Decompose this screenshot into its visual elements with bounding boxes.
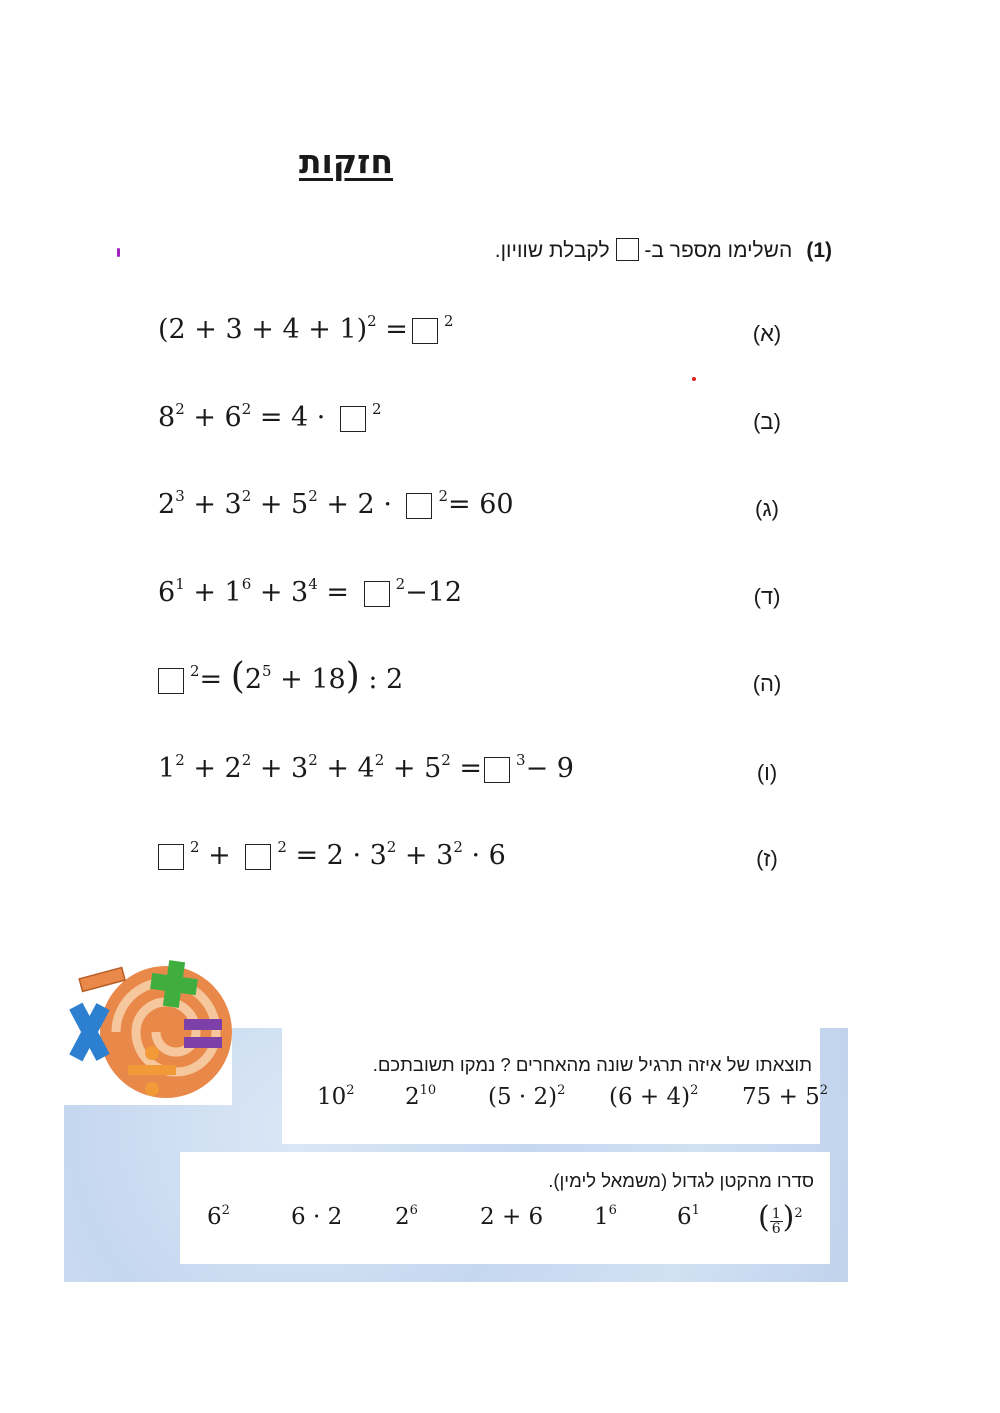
q3-option-4: 2 + 6 bbox=[480, 1204, 544, 1230]
question-3-text: סדרו מהקטן לגדול (משמאל לימין). bbox=[548, 1170, 814, 1191]
answer-box-g2[interactable] bbox=[245, 844, 271, 870]
q3-option-5: $2^6$ bbox=[395, 1203, 418, 1230]
equation-c: $2^3 + 3^2 + 5^2 + 2 \cdot ^2= 60$ bbox=[158, 487, 514, 520]
equation-d: $6^1 + 1^6 + 3^4 = ^2-12$ bbox=[158, 575, 463, 608]
answer-box-a[interactable] bbox=[412, 318, 438, 344]
equation-a: $(2 + 3 + 4 + 1)^2 = ^2$ bbox=[158, 312, 454, 345]
q3-option-2: $6^1$ bbox=[677, 1203, 700, 1230]
q2-option-5: $10^2$ bbox=[317, 1083, 355, 1110]
item-label-b: (ב) bbox=[753, 409, 781, 434]
instruction-text-before: השלימו מספר ב- bbox=[644, 239, 793, 262]
equation-e: $^2= (2^5 + 18)$ : 2 bbox=[158, 664, 403, 695]
equation-b: $8^2 + 6^2 = 4 \cdot ^2$ bbox=[158, 400, 382, 433]
instruction-text-after: לקבלת שוויון. bbox=[494, 239, 610, 262]
item-label-g: (ז) bbox=[756, 846, 778, 871]
question-1-instruction bbox=[495, 238, 832, 263]
q3-option-1: ( $\frac{1}{6}$ )$^2$ bbox=[758, 1200, 803, 1237]
page-title: חזקות bbox=[298, 142, 394, 181]
item-label-a: (א) bbox=[752, 321, 782, 346]
answer-box-c[interactable] bbox=[406, 493, 432, 519]
question-number: (1) bbox=[806, 239, 832, 262]
question-2-text: תוצאתו של איזה תרגיל שונה מהאחרים ? נמקו תשובתכם. bbox=[372, 1054, 812, 1075]
item-label-d: (ד) bbox=[753, 584, 781, 609]
q2-option-2: $(6 + 4)^2$ bbox=[609, 1083, 699, 1110]
item-label-f: (ו) bbox=[756, 760, 778, 785]
stray-mark-purple bbox=[117, 248, 120, 257]
q3-option-6: 6 · 2 bbox=[291, 1204, 343, 1230]
item-label-e: (ה) bbox=[752, 671, 782, 696]
answer-box-e[interactable] bbox=[158, 668, 184, 694]
stray-mark-red bbox=[692, 377, 696, 381]
q2-option-4: $2^{10}$ bbox=[405, 1083, 437, 1110]
q3-option-7: $6^2$ bbox=[207, 1203, 230, 1230]
q3-option-3: $1^6$ bbox=[594, 1203, 617, 1230]
question-3-card bbox=[180, 1152, 830, 1264]
answer-box-d[interactable] bbox=[364, 581, 390, 607]
item-label-c: (ג) bbox=[755, 496, 779, 521]
equation-f: $1^2 + 2^2 + 3^2 + 4^2 + 5^2 = ^3- 9$ bbox=[158, 751, 574, 784]
equation-g: $^2 + ^2 = 2 \cdot 3^2 + 3^2 \cdot 6$ bbox=[158, 840, 506, 871]
q2-option-1: $75 + 5^2$ bbox=[742, 1083, 829, 1110]
question-2-card bbox=[282, 1028, 829, 1144]
answer-box-f[interactable] bbox=[484, 757, 510, 783]
answer-box-b[interactable] bbox=[340, 406, 366, 432]
math-symbols-illustration bbox=[62, 955, 238, 1105]
answer-box-example bbox=[616, 238, 639, 261]
q2-option-3: $(5 \cdot 2)^2$ bbox=[488, 1083, 566, 1110]
answer-box-g1[interactable] bbox=[158, 844, 184, 870]
